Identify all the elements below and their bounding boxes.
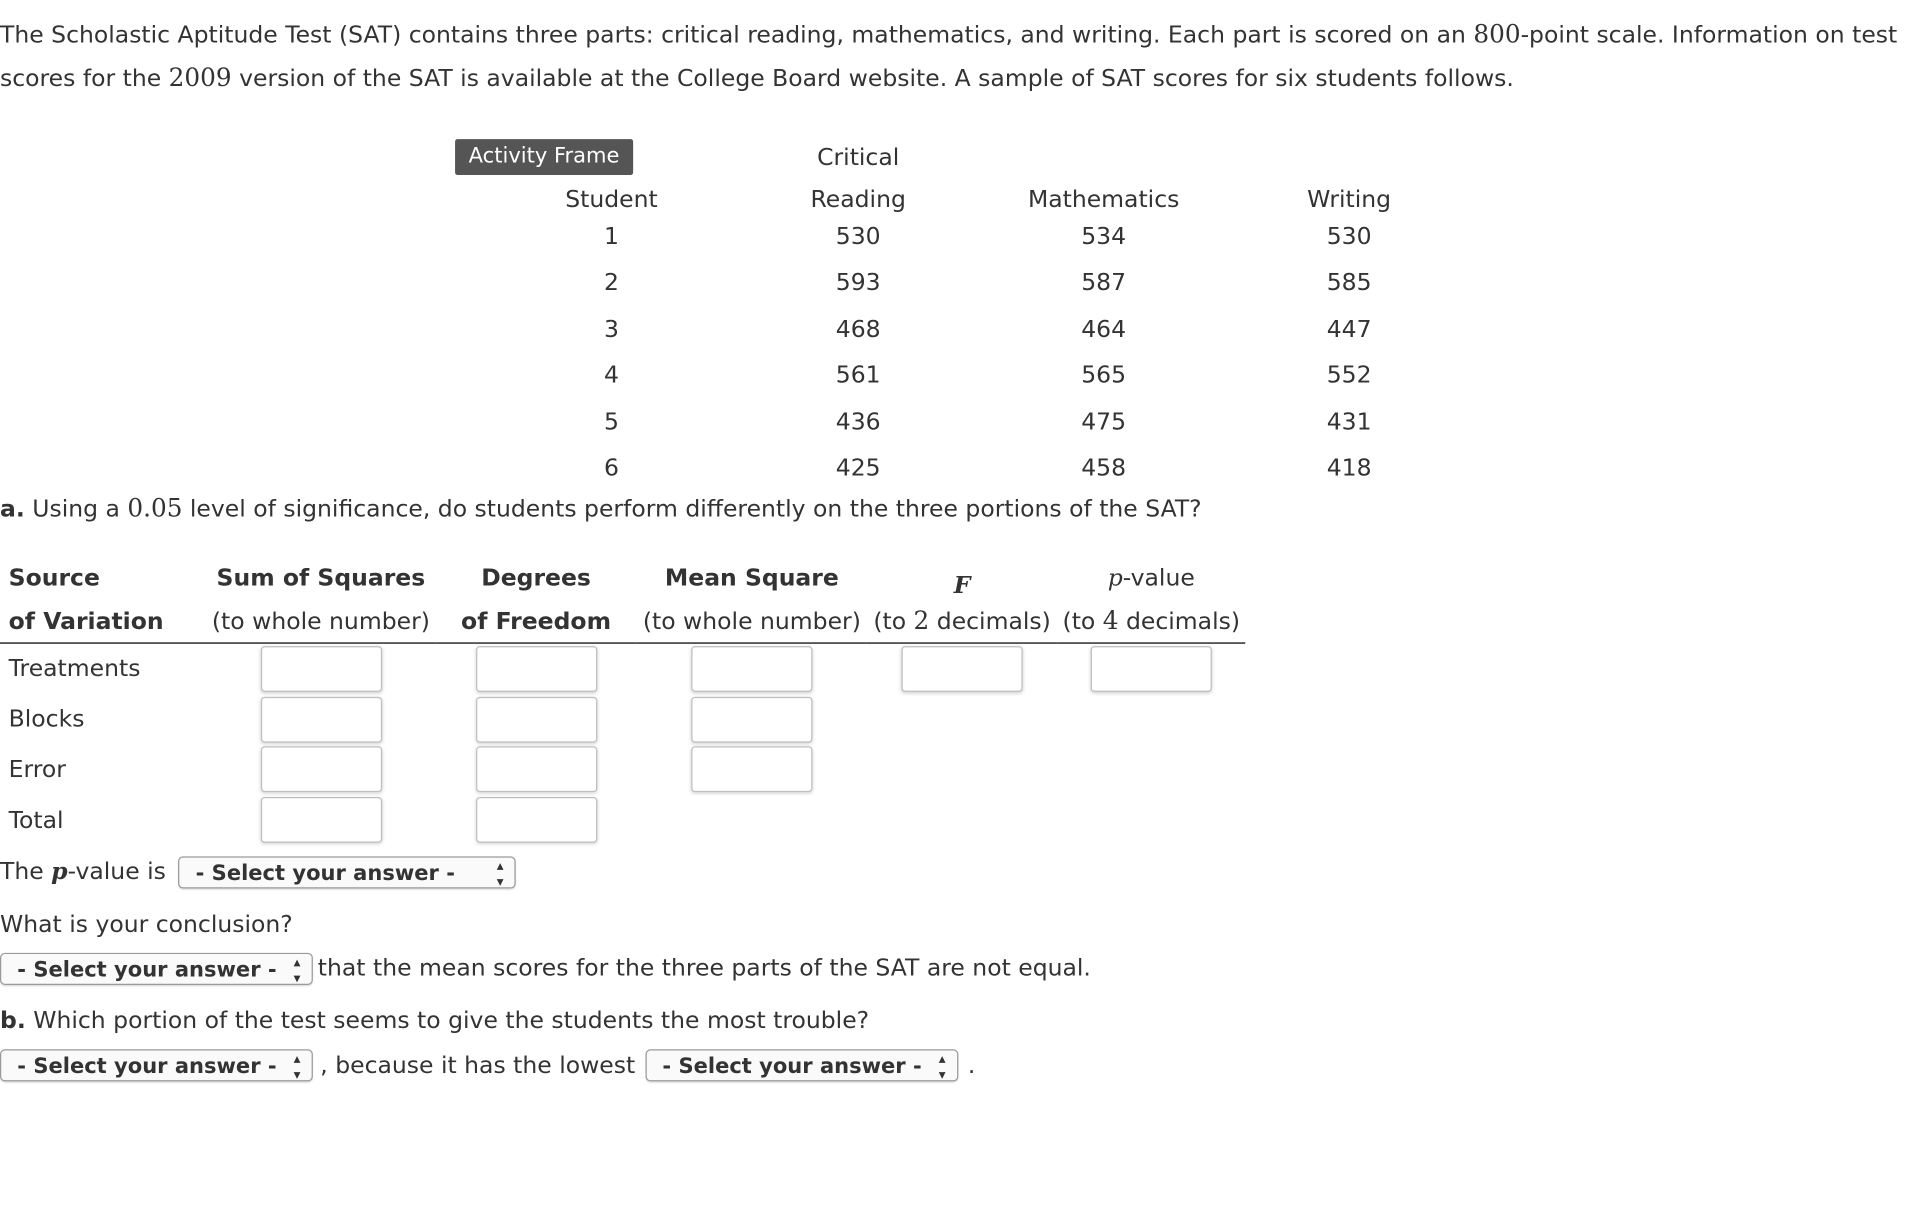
- header-f: F: [953, 571, 971, 600]
- anova-row-blocks: [0, 694, 1245, 744]
- total-df-input[interactable]: [475, 797, 596, 843]
- anova-table: [0, 557, 1245, 845]
- treatments-f-input[interactable]: [901, 646, 1022, 692]
- intro-number-800: 800: [1473, 19, 1521, 49]
- header-p-precision: (to 4 decimals): [1062, 605, 1241, 636]
- header-student: Student: [565, 186, 658, 214]
- header-mathematics: Mathematics: [1027, 186, 1180, 214]
- header-of-variation: of Variation: [8, 607, 164, 635]
- conclusion-line: [0, 953, 1091, 985]
- intro-text-2: -point scale. Information on test scores for the: [0, 21, 1898, 93]
- problem-intro: [0, 13, 1928, 100]
- sat-scores-table: [0, 129, 1928, 491]
- anova-row-error: [0, 745, 1245, 795]
- table-row: 2 593 587 585: [604, 269, 1372, 297]
- select-arrows-icon: ▴ ▾: [293, 1050, 301, 1083]
- question-a: a. Using a 0.05 level of significance, do students perform differently on the three portions of the SAT?: [0, 492, 1202, 523]
- intro-text-3: version of the SAT is available at the College Board website. A sample of SAT scores for six students follows.: [231, 64, 1514, 93]
- blocks-ms-input[interactable]: [691, 696, 812, 742]
- header-p-value: p-value: [1107, 564, 1195, 592]
- row-label-total: Total: [8, 806, 64, 834]
- significance-level: 0.05: [127, 492, 183, 523]
- table-row: 5 436 475 431: [604, 408, 1372, 436]
- error-ss-input[interactable]: [260, 747, 381, 793]
- header-ms-precision: (to whole number): [642, 607, 861, 635]
- header-reading: Reading: [810, 186, 906, 214]
- header-reading-top: Critical: [817, 144, 900, 172]
- row-label-blocks: Blocks: [8, 705, 85, 733]
- row-label-error: Error: [8, 756, 66, 784]
- intro-year-2009: 2009: [168, 62, 232, 93]
- header-degrees: Degrees: [481, 564, 591, 592]
- anova-row-total: [0, 795, 1245, 845]
- header-of-freedom: of Freedom: [461, 607, 612, 635]
- select-arrows-icon: ▴ ▾: [293, 954, 301, 987]
- select-arrows-icon: ▴ ▾: [496, 857, 504, 890]
- pvalue-select[interactable]: - Select your answer - ▴ ▾: [178, 856, 516, 888]
- lowest-measure-select[interactable]: - Select your answer - ▴ ▾: [645, 1049, 958, 1081]
- error-ms-input[interactable]: [691, 747, 812, 793]
- treatments-df-input[interactable]: [475, 646, 596, 692]
- error-df-input[interactable]: [475, 747, 596, 793]
- table-row: 6 425 458 418: [604, 454, 1372, 482]
- question-a-label: a.: [0, 495, 25, 523]
- treatments-ss-input[interactable]: [260, 646, 381, 692]
- header-sum-of-squares: Sum of Squares: [216, 564, 426, 592]
- treatments-ms-input[interactable]: [691, 646, 812, 692]
- conclusion-question: What is your conclusion?: [0, 910, 293, 938]
- question-b-label: b.: [0, 1007, 26, 1035]
- blocks-ss-input[interactable]: [260, 696, 381, 742]
- conclusion-text: that the mean scores for the three parts of the SAT are not equal.: [317, 954, 1091, 982]
- table-row: 1 530 534 530: [604, 222, 1372, 251]
- header-f-precision: (to 2 decimals): [873, 605, 1051, 636]
- conclusion-select[interactable]: - Select your answer - ▴ ▾: [0, 953, 313, 985]
- select-arrows-icon: ▴ ▾: [938, 1050, 946, 1083]
- blocks-df-input[interactable]: [475, 696, 596, 742]
- header-writing: Writing: [1307, 186, 1392, 214]
- intro-text-1: The Scholastic Aptitude Test (SAT) contains three parts: critical reading, mathematics, and writing. Each part is scored on an: [0, 21, 1474, 49]
- total-ss-input[interactable]: [260, 797, 381, 843]
- table-row: 3 468 464 447: [604, 315, 1372, 343]
- question-b: b. Which portion of the test seems to give the students the most trouble?: [0, 1007, 870, 1035]
- pvalue-statement: The p-value is - Select your answer - ▴ ▾: [0, 856, 516, 888]
- portion-select[interactable]: - Select your answer - ▴ ▾: [0, 1049, 313, 1081]
- header-mean-square: Mean Square: [664, 564, 839, 592]
- anova-row-treatments: [0, 643, 1245, 694]
- question-b-answer-line: - Select your answer - ▴ ▾ , because it has the lowest - Select your answer - ▴ ▾ .: [0, 1049, 975, 1081]
- row-label-treatments: Treatments: [0, 643, 207, 694]
- header-source: Source: [8, 564, 100, 592]
- table-row: 4 561 565 552: [604, 362, 1372, 390]
- treatments-p-input[interactable]: [1091, 646, 1212, 692]
- because-text: , because it has the lowest: [320, 1051, 636, 1079]
- header-ss-precision: (to whole number): [211, 607, 430, 635]
- activity-frame-button[interactable]: Activity Frame: [455, 139, 633, 175]
